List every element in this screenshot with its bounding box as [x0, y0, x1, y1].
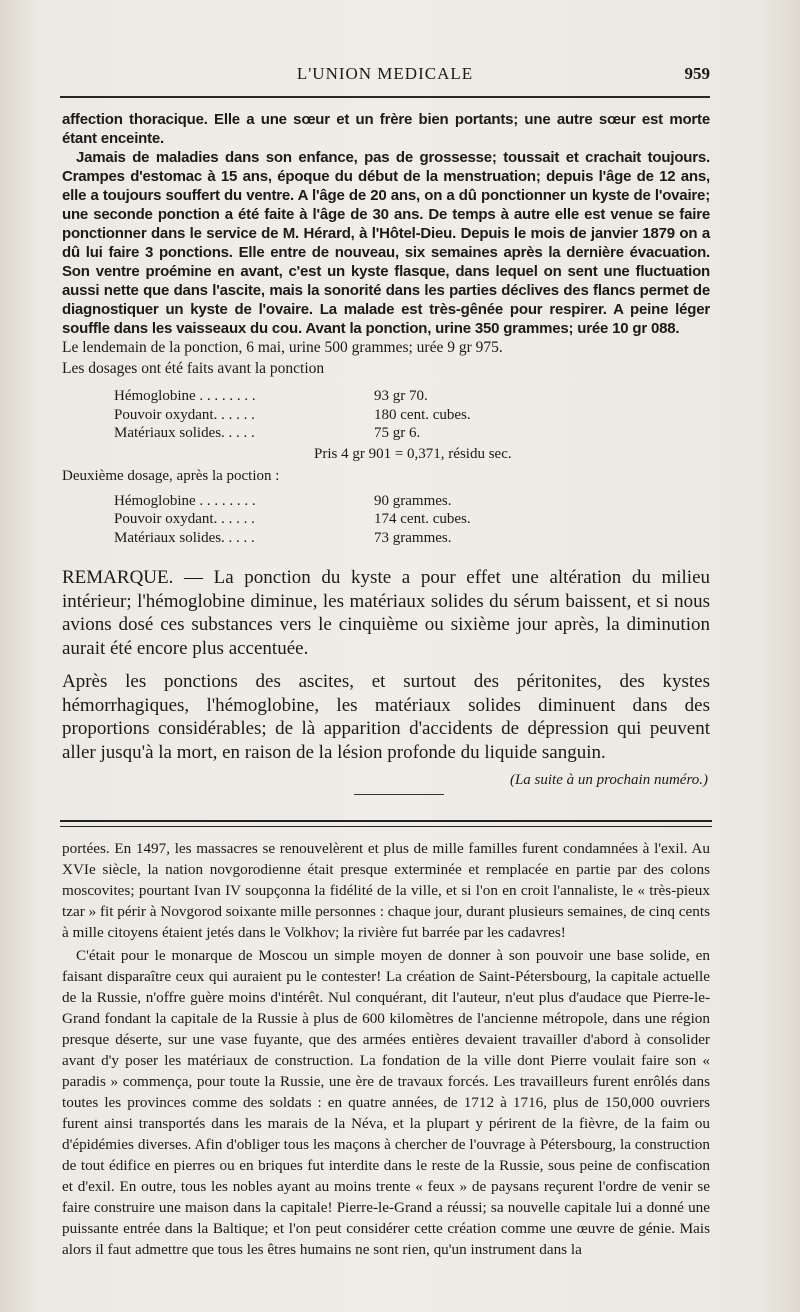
remarque-lead: REMARQUE. [62, 567, 174, 588]
separator-double-bottom [60, 826, 712, 827]
dosage-label: Hémoglobine . . . . . . . . [114, 492, 256, 509]
table-row [62, 387, 710, 406]
continuation-note: (La suite à un prochain numéro.) [509, 772, 708, 788]
table-row [62, 529, 710, 548]
separator-double-top [60, 820, 712, 822]
paragraph-saint-petersbourg: C'était pour le monarque de Moscou un simple moyen de donner à son pouvoir une base solide, en faisant disparaître ceux qui auraient pu le contester! La création de Saint-Pétersbourg, la capitale actuelle de la Russie, n'offre guère moins d'intérêt. Nul conquérant, dit l'auteur, n'eut plus d'audace que Pierre-le-Grand fondant la capitale de la Russie à plus de 600 kilomètres de l'ancienne métropole, dans une région presque déserte, sur une vase fuyante, que des armées entières devaient travailler d'abord à consolider avant d'y poser les matériaux de construction. La fondation de la ville dont Pierre voulait faire son « paradis » commença, pour toute la Russie, une ère de travaux forcés. Les travailleurs furent enrôlés dans toutes les provinces comme des soldats : en quatre années, de 1712 à 1716, plus de 150,000 ouvriers furent ainsi transportés dans les marais de la Néva, et la plupart y périrent de la fièvre, de la faim ou d'épidémies diverses. Afin d'obliger tous les maçons à chercher de l'ouvrage à Pétersbourg, la construction de tout édifice en pierres ou en briques fut interdite dans le reste de la Russie, sous peine de confiscation et d'exil. En outre, tous les nobles ayant au moins trente « feux » de paysans reçurent l'ordre de venir se faire construire une maison dans la capitale! Pierre-le-Grand a réussi; sa nouvelle capitale lui a donné une puissante entrée dans la Baltique; et l'on peut considérer cette création comme une œuvre de génie. Mais alors il faut admettre que tous les êtres humains ne sont rien, qu'un instrument dans la [62, 947, 710, 1258]
paragraph-medical-history: Jamais de maladies dans son enfance, pas de grossesse; toussait et crachait toujours. Crampes d'estomac à 15 ans, époque du début de la menstruation; depuis l'âge de 12 ans, elle a toujours souffert du ventre. A l'âge de 20 ans, on a dû ponctionner un kyste de l'ovaire; une seconde ponction a été faite à l'âge de 30 ans. De temps à autre elle est venue se faire ponctionner dans le service de M. Hérard, à l'Hôtel-Dieu. Depuis le mois de janvier 1879 on a dû lui faire 3 ponctions. Elle entre de nouveau, six semaines après la dernière évacuation. Son ventre proémine en avant, c'est un kyste flasque, dans lequel on sent une fluctuation aussi nette que dans l'ascite, mais la sonorité dans les parties déclives des flancs permet de diagnostiquer un kyste de l'ovaire. La malade est très-gênée pour respirer. A peine léger souffle dans les vaisseaux du cou. Avant la ponction, urine 350 grammes; urée 10 gr 088. [62, 149, 710, 337]
paragraph-dosage-intro: Les dosages ont été faits avant la ponction [62, 360, 325, 377]
table-row [62, 510, 710, 529]
running-title: L'UNION MEDICALE [296, 64, 474, 83]
page-header [60, 64, 710, 88]
dosage-value: 174 cent. cubes. [374, 511, 471, 527]
second-dosage-title: Deuxième dosage, après la poction : [62, 468, 280, 484]
separator-short [354, 794, 444, 795]
dosage-label: Matériaux solides. . . . . [114, 529, 255, 546]
dosage-value: 93 gr 70. [374, 388, 428, 404]
dosage-table-2 [62, 492, 710, 548]
dosage-label: Matériaux solides. . . . . [114, 425, 255, 441]
remarque-section [62, 566, 710, 789]
paragraph-family-history: affection thoracique. Elle a une sœur et un frère bien portants; une autre sœur est morte étant enceinte. [62, 111, 710, 147]
dosage-value: 180 cent. cubes. [374, 406, 471, 423]
table-row [62, 492, 710, 511]
paragraph-novgorod: portées. En 1497, les massacres se renouvelèrent et plus de mille familles furent condamnées à l'exil. Au XVIe siècle, la nation novgorodienne était presque exterminée et remplacée en partie par des colons moscovites; pourtant Ivan IV soupçonna la fidélité de la ville, et si l'on en croit l'annaliste, le « très-pieux tzar » fit périr à Novgorod soixante mille personnes : chaque jour, durant plusieurs semaines, de cinq cents à mille citoyens étaient jetés dans le Volkhov; la rivière fut barrée par les cadavres! [62, 840, 710, 941]
feuilleton-section [62, 838, 710, 1260]
remarque-text: — La ponction du kyste a pour effet une altération du milieu intérieur; l'hémoglobine diminue, les matériaux solides du sérum baissent, et si nous avions dosé ces substances vers le cinquième ou sixième jour après, la diminution aurait été encore plus accentuée. [62, 567, 710, 659]
dosage-section [62, 338, 710, 547]
dosage-value: 90 grammes. [374, 492, 452, 509]
table-row [62, 406, 710, 425]
dosage-value: 73 grammes. [374, 529, 452, 546]
page-number: 959 [684, 64, 710, 83]
table-row [62, 424, 710, 443]
dosage-value: 75 gr 6. [374, 425, 421, 441]
paragraph-next-day: Le lendemain de la ponction, 6 mai, urine 500 grammes; urée 9 gr 975. [62, 339, 503, 356]
dosage-table-1 [62, 387, 710, 463]
case-report-section [62, 110, 710, 338]
paragraph-conclusion: Après les ponctions des ascites, et surtout des péritonites, des kystes hémorrhagiques, l'hémoglobine, les matériaux solides diminuent dans des proportions considérables; de là apparition d'accidents de dépression qui peuvent aller jusqu'à la mort, en raison de la lésion profonde du liquide sanguin. [62, 671, 710, 763]
weighing-note: Pris 4 gr 901 = 0,371, résidu sec. [314, 445, 512, 462]
dosage-label: Pouvoir oxydant. . . . . . [114, 406, 255, 423]
paragraph-remarque [62, 566, 710, 660]
dosage-label: Hémoglobine . . . . . . . . [114, 388, 256, 404]
header-rule [60, 96, 710, 98]
dosage-label: Pouvoir oxydant. . . . . . [114, 511, 255, 527]
